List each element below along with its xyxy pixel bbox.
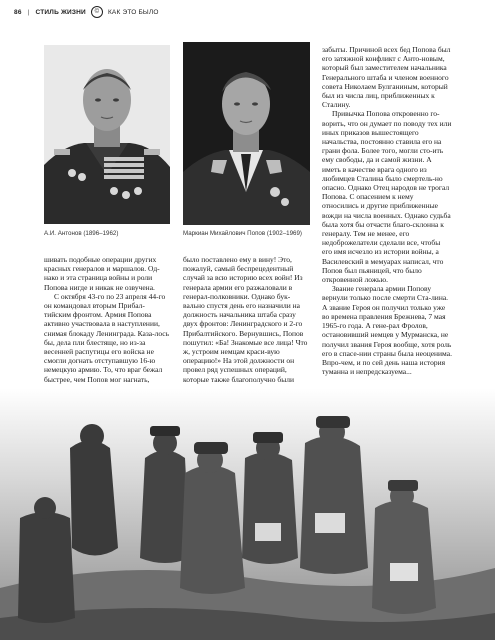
caption-antonov: А.И. Антонов (1896–1962) [44,230,119,237]
paragraph: Привычка Попова откровенно го-ворить, что он думает по поводу тех или иных приказов вышестоящего начальства, постоянно ставила его на грани фола. Более того, могли сто-ить ему свободы, да и самой жизни. А иметь в качестве врага одного из любимцев Сталина было смертель-но опасно. Однако Отец народов не трогал Попова. С опасением к нему относились и другие приближенные вожди на числа военных. Однако судьба была хотя бы отчасти благо-склонна к генералу. Тем не менее, его недоброжелатели сделали все, чтобы его имя исчезло из истории войны, а Василевский в мемуарах написал, что Попов был пьяницей, что было откровенной ложью. [322,109,452,285]
page-number: 86 [14,8,22,16]
paragraph: Звание генерала армии Попову вернули только после смерти Ста-лина. А звание Героя он получил только уже во времена правления Брежнева, 7 мая 1965-го года. А гене-рал Фролов, остановивший немцев у Мурманска, не получил звания Героя вообще, хотя роль его в спасе-нии страны была неоценима. Впро-чем, и по сей день наша история туманна и непредсказуема... [322,284,452,377]
paragraph: С октября 43-го по 23 апреля 44-го он командовал вторым Прибал-тийским фронтом. Армия Попова активно участвовала в наступлении, снимая блокаду Ленинграда. Каза-лось бы, дела пли блестяще, но из-за весенней распутицы его войска не смогли догнать отступавшую 16-ю немецкую армию. То, что враг бежал быстрее, чем Попов мог нагнать, [44,291,170,384]
caption-popov: Маркиан Михайлович Попов (1902–1969) [183,230,302,237]
paragraph: шивать подобные операции других красных генералов и маршалов. Од-нако и эта страница войны и роли Попова нигде и никак не озвучена. [44,255,160,292]
section-title: СТИЛЬ ЖИЗНИ [35,8,86,16]
header-separator: | [27,8,30,16]
magazine-logo-icon: © [91,6,103,18]
paragraph: забыты. Причиной всех бед Попова был его затяжной конфликт с Анто-новым, который был заместителем начальника Генерального штаба и членом военного совета Николаем Булганиным, который был из числа лиц, приближенных к Сталину. [322,45,451,110]
text-column-3 [322,45,452,376]
portrait-antonov-photo [44,45,170,224]
subsection-title: КАК ЭТО БЫЛО [107,8,159,16]
text-column-2 [183,255,310,384]
portrait-popov-photo [183,42,310,225]
text-column-1 [44,255,170,384]
page-header [14,5,159,19]
soldiers-group-photo [0,388,495,640]
paragraph: было поставлено ему в вину! Это, пожалуй, самый беспрецедентный случай за всю историю всех войн! Из генерала армии его разжаловали в генерал-полковники. Однако бук-вально спустя день его назначили на должность начальника штаба сразу двух фронтов: Ленинградского и 2-го Прибалтийского. Вернувшись, Попов пошутил: «Ба! Знакомые все лица! Что ж, устроим немцам краси-вую операцию!» На этой должности он провел ряд успешных операций, которые также благополучно были [183,255,308,384]
